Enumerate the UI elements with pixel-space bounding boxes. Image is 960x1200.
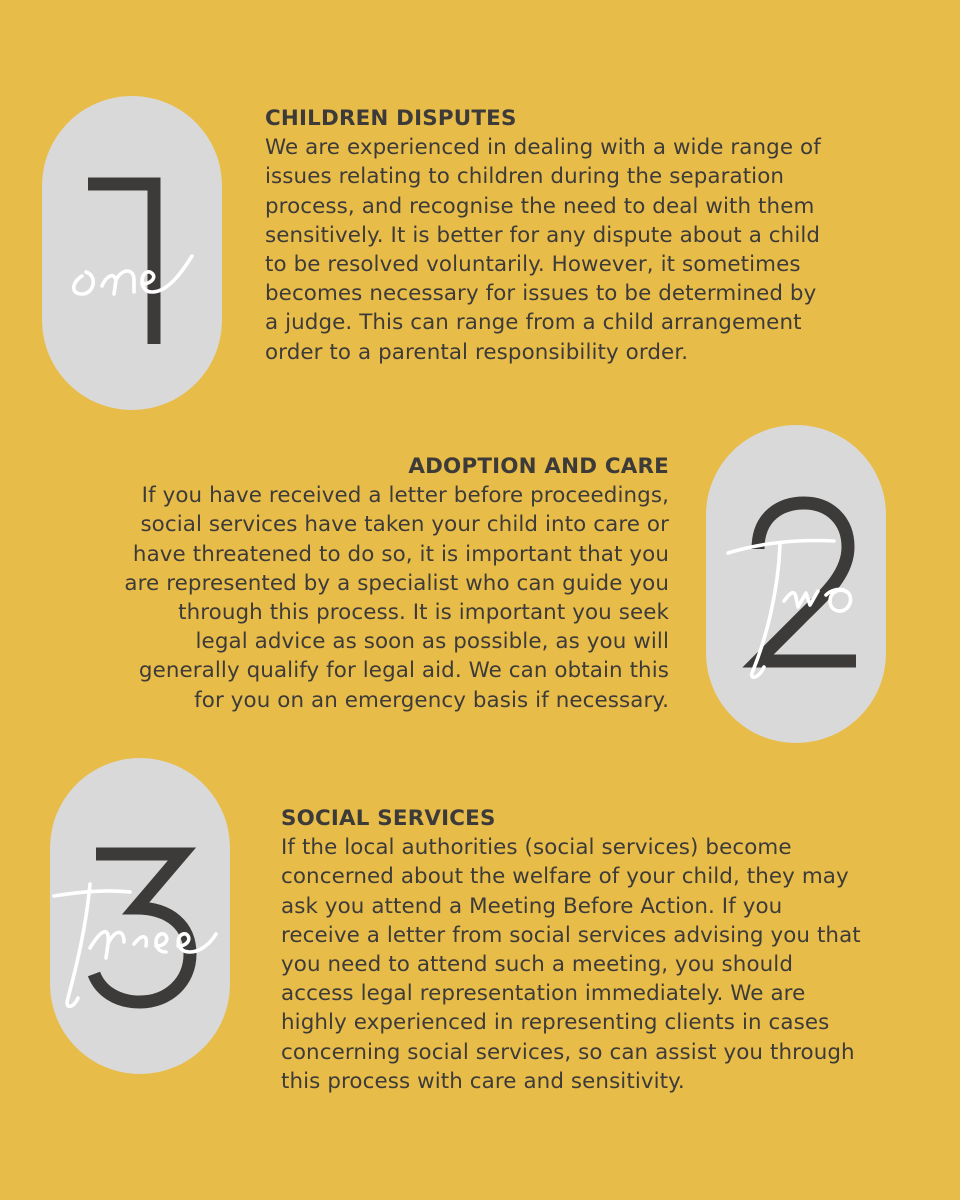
body-line: concerned about the welfare of your child, they may — [281, 864, 849, 890]
body-line: If the local authorities (social services) become — [281, 835, 792, 861]
body-line: ask you attend a Meeting Before Action. If you — [281, 893, 783, 919]
body-line: have threatened to do so, it is important that you — [132, 541, 669, 567]
numeral-3-glyph — [94, 854, 190, 1002]
body-line: issues relating to children during the separation — [265, 164, 785, 190]
body-line: process, and recognise the need to deal with them — [265, 193, 815, 219]
number-badge-two — [706, 425, 886, 743]
section-adoption-and-care — [124, 452, 669, 715]
section-heading: ADOPTION AND CARE — [408, 454, 669, 479]
body-line: a judge. This can range from a child arrangement — [265, 310, 802, 336]
number-badge-three — [50, 758, 230, 1074]
body-line: receive a letter from social services advising you that — [281, 922, 861, 948]
body-line: If you have received a letter before proceedings, — [141, 483, 669, 509]
body-line: becomes necessary for issues to be determined by — [265, 281, 817, 307]
numeral-1-glyph — [88, 184, 154, 344]
body-line: to be resolved voluntarily. However, it sometimes — [265, 252, 801, 278]
numeral-one-graphic — [42, 96, 222, 410]
body-line: social services have taken your child into care or — [140, 512, 669, 538]
body-line: legal advice as soon as possible, as you will — [195, 629, 669, 655]
section-heading: CHILDREN DISPUTES — [265, 106, 517, 131]
body-line: you need to attend such a meeting, you should — [281, 952, 794, 978]
number-badge-one — [42, 96, 222, 410]
body-line: concerning social services, so can assist you through — [281, 1039, 855, 1065]
body-line: through this process. It is important you seek — [178, 600, 669, 626]
body-line: generally qualify for legal aid. We can obtain this — [138, 658, 669, 684]
body-line: We are experienced in dealing with a wide range of — [265, 135, 821, 161]
body-line: order to a parental responsibility order. — [265, 339, 689, 365]
body-line: sensitively. It is better for any dispute about a child — [265, 222, 821, 248]
section-heading: SOCIAL SERVICES — [281, 806, 496, 831]
body-line: this process with care and sensitivity. — [281, 1068, 685, 1094]
numeral-two-graphic — [706, 425, 886, 743]
section-social-services — [281, 804, 861, 1096]
body-line: highly experienced in representing clients in cases — [281, 1010, 830, 1036]
numeral-three-graphic — [50, 758, 230, 1074]
body-line: access legal representation immediately. We are — [281, 981, 806, 1007]
script-word-one — [74, 256, 192, 294]
section-children-disputes — [265, 104, 821, 367]
numeral-2-glyph — [758, 503, 856, 661]
body-line: for you on an emergency basis if necessary. — [194, 687, 669, 713]
body-line: are represented by a specialist who can guide you — [124, 570, 669, 596]
